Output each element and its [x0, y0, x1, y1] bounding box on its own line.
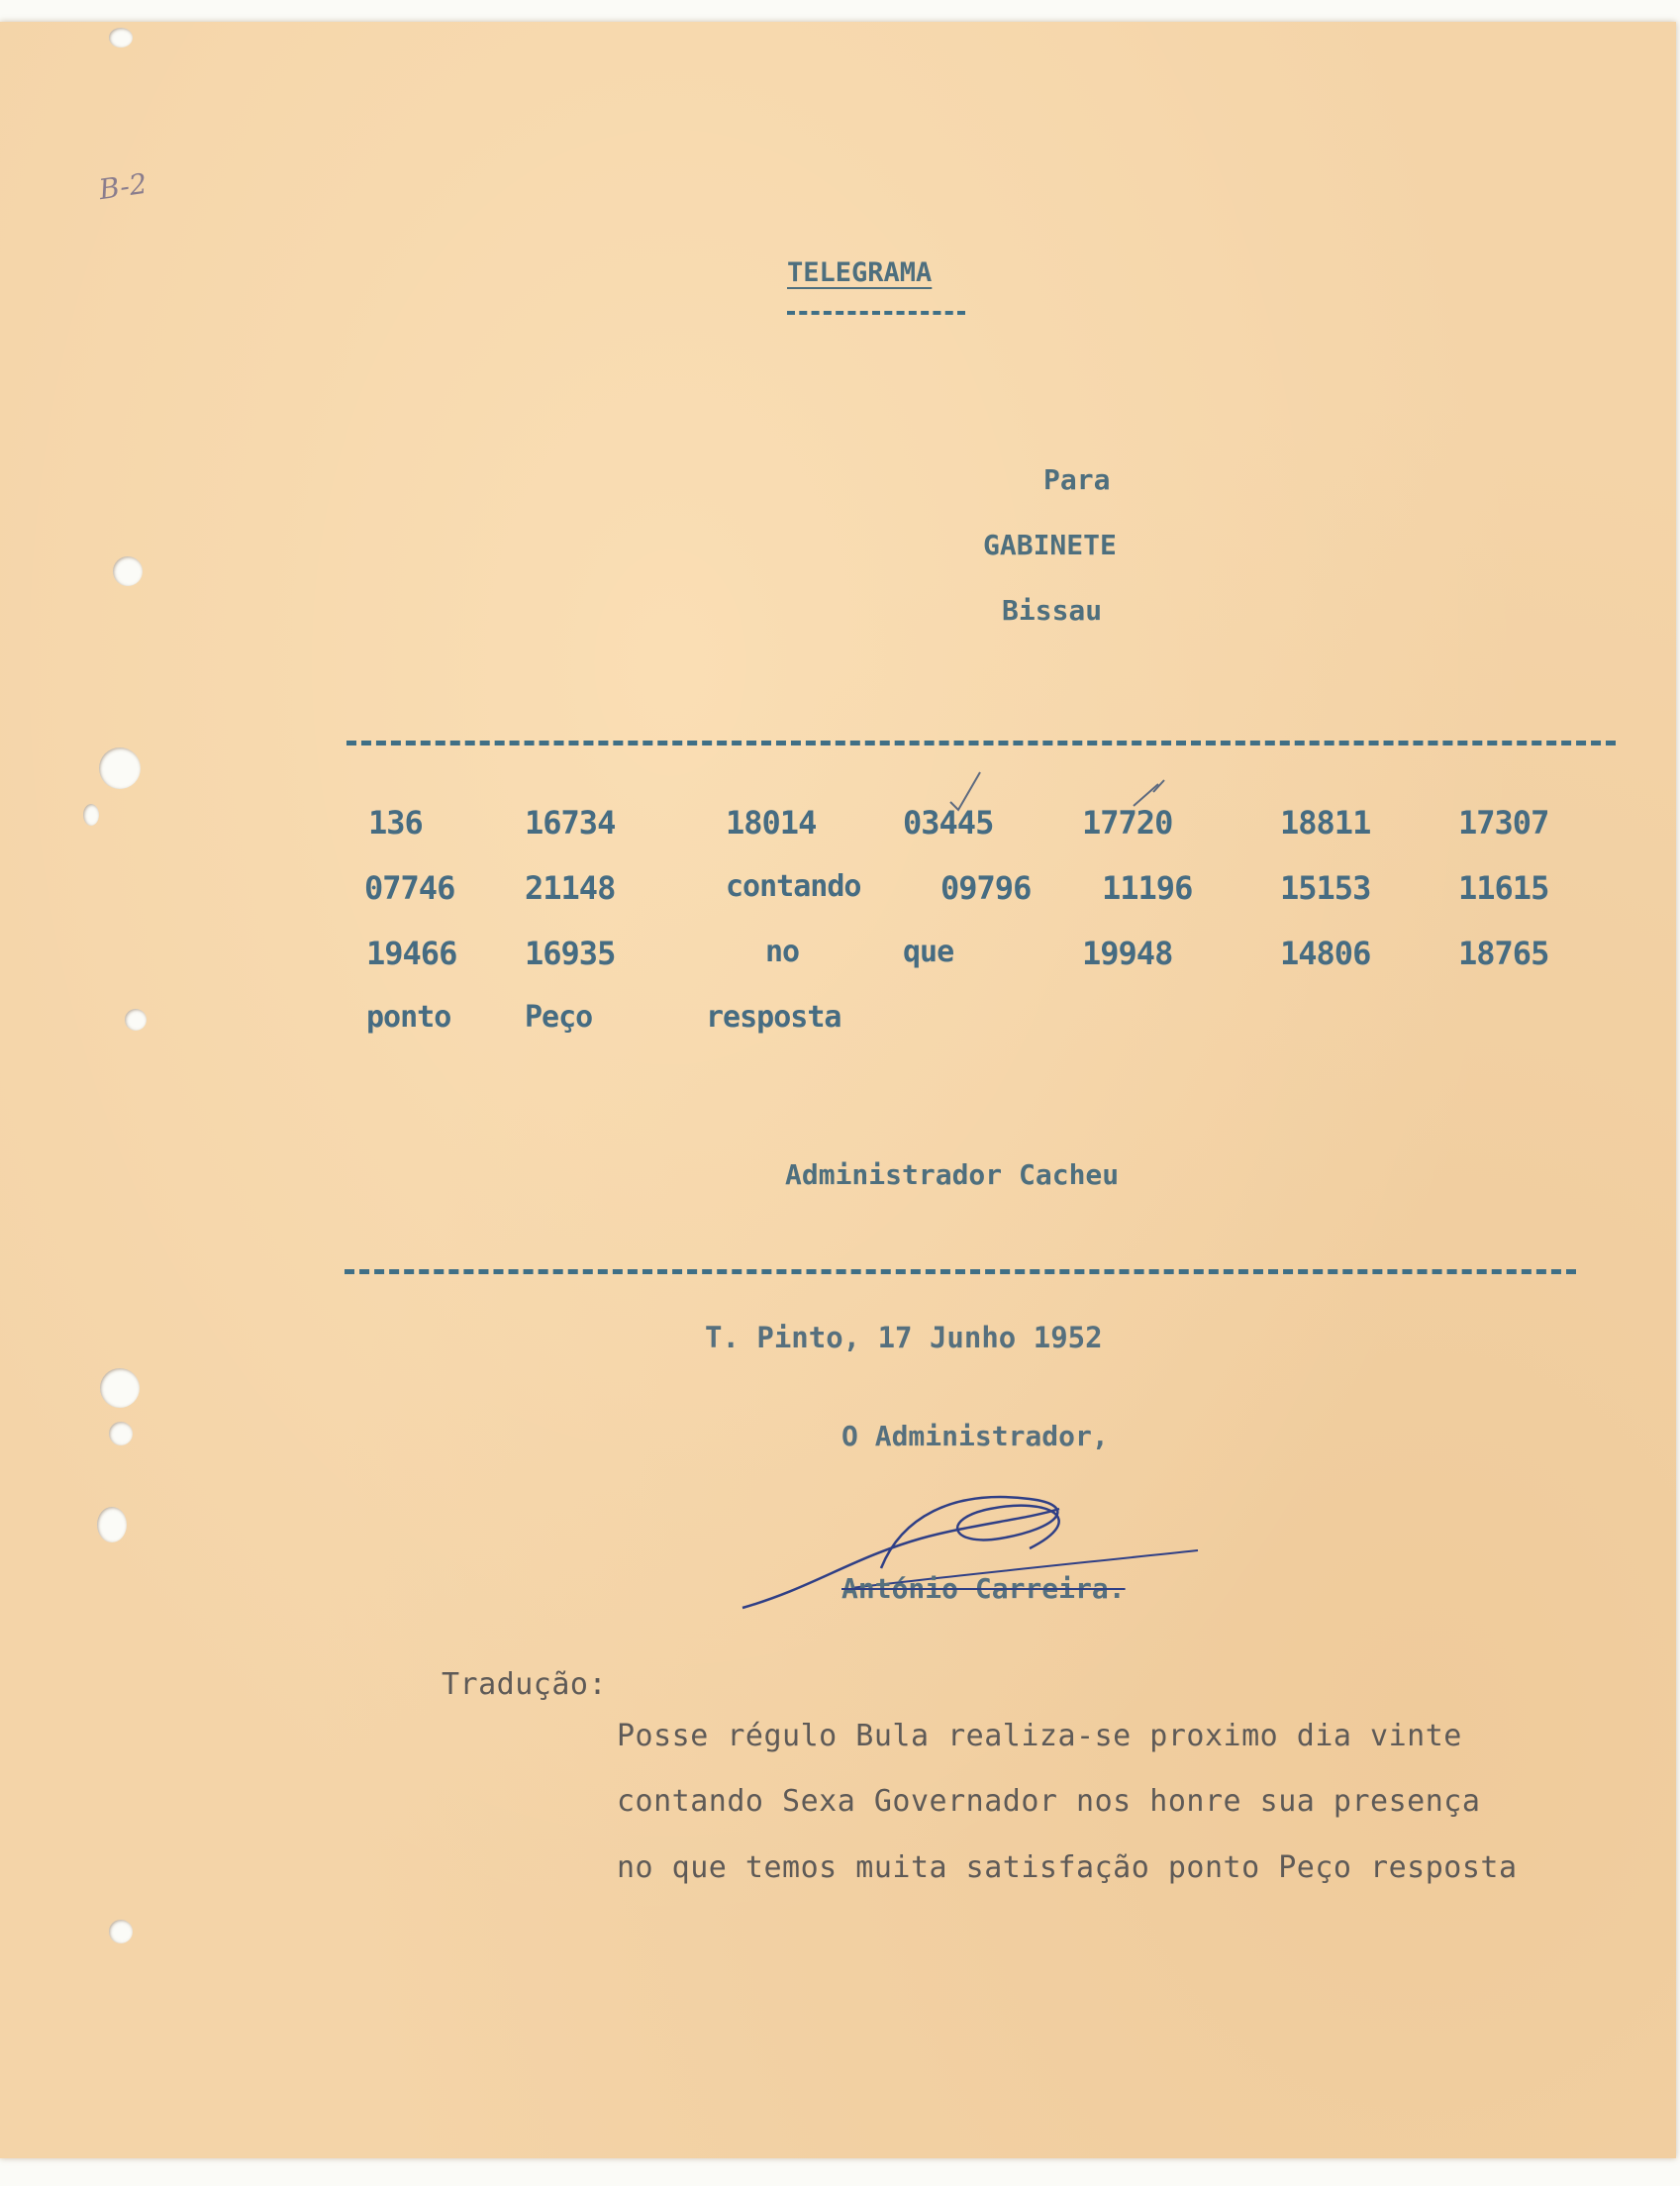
punch-hole: [109, 1920, 133, 1943]
check-mark: [950, 772, 980, 810]
bottom-divider: [345, 1269, 1576, 1274]
punch-hole: [109, 28, 133, 48]
cipher-plain-word: Peço: [525, 1000, 593, 1035]
cipher-group: 19948: [1082, 935, 1173, 972]
punch-hole: [125, 1009, 147, 1031]
to-label: Para: [1043, 463, 1111, 496]
translation-label: Tradução:: [442, 1667, 608, 1702]
cipher-group: 21148: [525, 869, 616, 907]
signoff: O Administrador,: [841, 1420, 1109, 1452]
cipher-group: 17720: [1082, 804, 1173, 842]
cipher-group: 17307: [1458, 804, 1549, 842]
title-underline: [787, 311, 965, 315]
cipher-group: 11615: [1458, 869, 1549, 907]
translation-line: contando Sexa Governador nos honre sua presença: [617, 1784, 1481, 1819]
cipher-plain-word: no: [765, 935, 800, 969]
punch-hole: [109, 1422, 133, 1445]
cipher-group: 07746: [364, 869, 455, 907]
sender: Administrador Cacheu: [785, 1158, 1120, 1191]
dateline: T. Pinto, 17 Junho 1952: [705, 1321, 1103, 1354]
cipher-group: 16734: [525, 804, 616, 842]
punch-hole: [97, 1507, 127, 1542]
cipher-plain-word: resposta: [706, 1000, 841, 1035]
cipher-group: 18811: [1280, 804, 1371, 842]
cipher-group: 18765: [1458, 935, 1549, 972]
top-divider: [346, 741, 1616, 745]
cipher-plain-word: contando: [726, 869, 861, 904]
cipher-group: 11196: [1102, 869, 1193, 907]
cipher-group: 19466: [366, 935, 457, 972]
archive-pencil-mark: B-2: [96, 166, 149, 207]
cipher-group: 09796: [940, 869, 1032, 907]
cipher-group: 18014: [726, 804, 817, 842]
translation-line: Posse régulo Bula realiza-se proximo dia vinte: [617, 1719, 1462, 1753]
recipient: GABINETE: [983, 529, 1117, 561]
cipher-group: 03445: [903, 804, 994, 842]
pencil-check-marks: [0, 754, 1676, 873]
translation-line: no que temos muita satisfação ponto Peço resposta: [617, 1850, 1518, 1885]
cipher-group: 136: [368, 804, 423, 842]
telegram-title: TELEGRAMA: [787, 257, 933, 288]
cipher-group: 15153: [1280, 869, 1371, 907]
recipient-place: Bissau: [1002, 594, 1103, 627]
cipher-group: 14806: [1280, 935, 1371, 972]
cipher-plain-word: ponto: [366, 1000, 451, 1035]
telegram-sheet: [0, 22, 1676, 2158]
punch-hole: [100, 1368, 140, 1408]
cipher-plain-word: que: [903, 935, 954, 969]
cipher-group: 16935: [525, 935, 616, 972]
signature-name: António Carreira.: [841, 1572, 1126, 1605]
check-mark: [1134, 784, 1158, 806]
punch-hole: [113, 556, 143, 586]
